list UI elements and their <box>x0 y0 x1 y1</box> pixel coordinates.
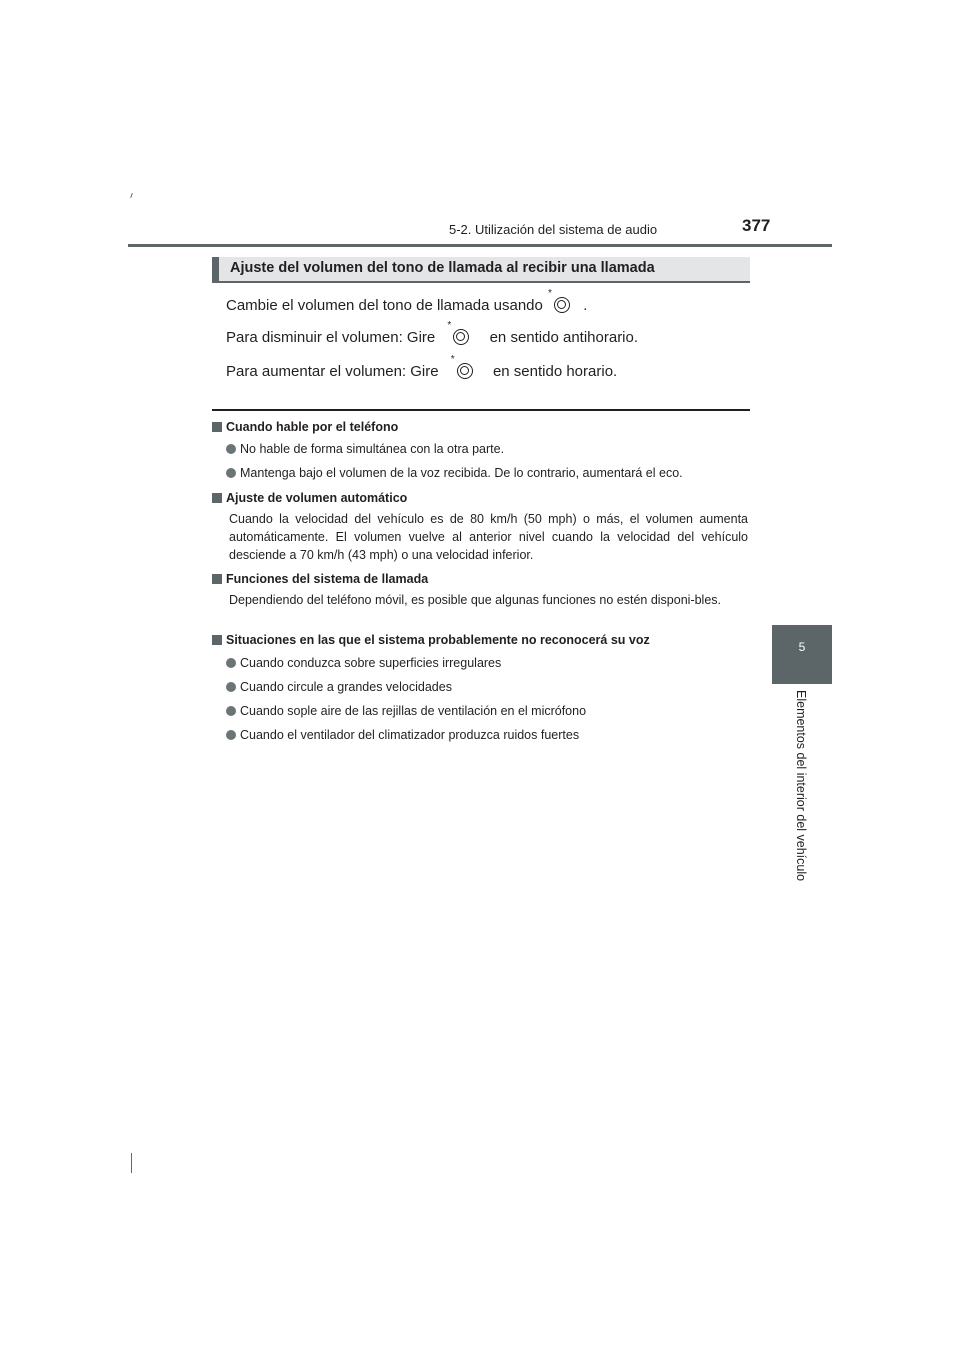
note-text: Dependiendo del teléfono móvil, es posible que algunas funciones no estén disponi-bles. <box>229 593 722 607</box>
instruction-line <box>226 354 618 381</box>
instruction-line <box>226 320 639 347</box>
round-bullet-icon <box>226 706 236 716</box>
list-item: Cuando circule a grandes velocidades <box>226 680 452 694</box>
section-heading <box>212 257 750 283</box>
instruction-text: Cambie el volumen del tono de llamada usando <box>226 297 543 314</box>
round-bullet-icon <box>226 444 236 454</box>
page-number: 377 <box>742 216 771 235</box>
note-title: Cuando hable por el teléfono <box>212 420 398 434</box>
crop-mark <box>130 193 133 198</box>
section-title: 5-2. Utilización del sistema de audio <box>449 222 658 237</box>
list-item: No hable de forma simultánea con la otra parte. <box>226 442 504 456</box>
volume-knob-icon: * <box>550 295 576 315</box>
round-bullet-icon <box>226 468 236 478</box>
list-item: Mantenga bajo el volumen de la voz recibida. De lo contrario, aumentará el eco. <box>226 466 683 480</box>
instruction-text: . <box>583 297 588 314</box>
section-divider <box>212 409 750 411</box>
note-title: Situaciones en las que el sistema probablemente no reconocerá su voz <box>212 633 650 647</box>
chapter-number: 5 <box>798 640 806 654</box>
list-item: Cuando sople aire de las rejillas de ventilación en el micrófono <box>226 704 586 718</box>
volume-knob-icon: * <box>453 361 479 381</box>
chapter-title: Elementos del interior del vehículo <box>794 690 808 882</box>
note-text: Cuando la velocidad del vehículo es de 80 km/h (50 mph) o más, el volumen aumenta automáticamente. El volumen vuelve al anterior nivel cuando la velocidad del vehículo desciende a 70 km/h (43 mph) o una velocidad inferior. <box>229 512 748 562</box>
instruction-line <box>226 288 588 315</box>
square-bullet-icon <box>212 635 222 645</box>
volume-knob-icon: * <box>449 327 475 347</box>
instruction-text: en sentido horario. <box>492 363 618 380</box>
square-bullet-icon <box>212 422 222 432</box>
note-title: Ajuste de volumen automático <box>212 491 407 505</box>
list-item: Cuando el ventilador del climatizador produzca ruidos fuertes <box>226 728 579 742</box>
round-bullet-icon <box>226 730 236 740</box>
square-bullet-icon <box>212 493 222 503</box>
round-bullet-icon <box>226 658 236 668</box>
note-title: Funciones del sistema de llamada <box>212 572 428 586</box>
section-heading-text: Ajuste del volumen del tono de llamada al recibir una llamada <box>230 260 655 276</box>
chapter-tab <box>772 625 832 684</box>
round-bullet-icon <box>226 682 236 692</box>
list-item: Cuando conduzca sobre superficies irregulares <box>226 656 501 670</box>
header-rule <box>128 244 832 247</box>
instruction-text: en sentido antihorario. <box>489 329 639 346</box>
instruction-text: Para disminuir el volumen: Gire <box>226 329 436 346</box>
square-bullet-icon <box>212 574 222 584</box>
instruction-text: Para aumentar el volumen: Gire <box>226 363 439 380</box>
crop-mark <box>131 1153 132 1173</box>
